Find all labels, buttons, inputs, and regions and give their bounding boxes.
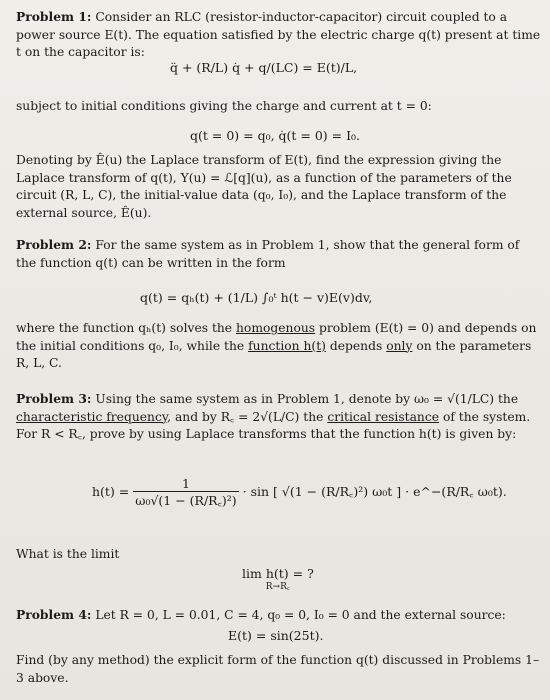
h-rest: · sin [ √(1 − (R/R꜀)²) ω₀t ] · e^−(R/R꜀ ω₀t).	[242, 484, 507, 499]
problem-1-text: Consider an RLC (resistor-inductor-capacitor) circuit coupled to a power source E(t). The equation satisfied by the electric charge q(t) present at time t on the capacitor is:	[16, 10, 541, 60]
problem-2-equation: q(t) = qₕ(t) + (1/L) ∫₀ᵗ h(t − v)E(v)dv,	[140, 290, 373, 305]
characteristic-frequency-term: characteristic frequency	[16, 409, 168, 424]
h-denominator: ω₀√(1 − (R/R꜀)²)	[135, 493, 237, 508]
problem-2-heading: Problem 2:	[16, 237, 92, 252]
problem-3-line-2: , and by R꜀ = 2√(L/C) the	[167, 409, 324, 424]
limit-subscript: R→R꜀	[265, 582, 290, 592]
homogenous-term: homogenous	[236, 321, 316, 335]
problem-4-text: Let R = 0, L = 0.01, C = 4, q₀ = 0, I₀ = 0 and the external source:	[95, 608, 506, 622]
limit-expression	[242, 566, 314, 592]
problem-4-source: E(t) = sin(25t).	[228, 628, 324, 643]
problem-3-line-2-end: of the system.	[442, 409, 531, 424]
problem-1-heading: Problem 1:	[16, 9, 92, 24]
critical-resistance-term: critical resistance	[327, 409, 440, 424]
problem-4-heading: Problem 4:	[16, 607, 92, 622]
problem-2-text: For the same system as in Problem 1, show that the general form of the function q(t) can be written in the form	[16, 238, 520, 270]
problem-1-task: Denoting by Ê(u) the Laplace transform of E(t), find the expression giving the Laplace transform of q(t), Y(u) = ℒ[q](u), as a function of the parameters of the circuit (R, L, C), the initial-value data (q₀, I₀), and the Laplace transform of the external source, Ê(u).	[16, 153, 512, 220]
h-numerator: 1	[133, 476, 238, 492]
problem-2-intro	[16, 236, 542, 272]
h-lhs: h(t) =	[92, 484, 130, 499]
problem-3-line-3: For R < R꜀, prove by using Laplace transforms that the function h(t) is given by:	[16, 427, 517, 442]
function-h-term: function h(t)	[248, 338, 326, 353]
problem-3-heading: Problem 3:	[16, 391, 92, 406]
problem-2-where: where the function qₕ(t) solves the	[16, 321, 233, 335]
limit-question: What is the limit	[16, 547, 120, 561]
problem-4-task: Find (by any method) the explicit form of the function q(t) discussed in Problems 1–3 above.	[16, 653, 540, 685]
problem-1-conditions-lead: subject to initial conditions giving the charge and current at t = 0:	[16, 99, 432, 113]
problem-4-intro	[16, 606, 542, 625]
problem-2-where-3: depends	[329, 338, 383, 353]
only-term: only	[386, 338, 413, 353]
h-fraction	[133, 476, 238, 509]
problem-1-equation: q̈ + (R/L) q̇ + q/(LC) = E(t)/L,	[170, 60, 358, 75]
problem-2-where-4: on the parameters R, L, C.	[16, 338, 532, 371]
h-formula	[92, 476, 507, 509]
problem-3-intro	[16, 390, 542, 444]
problem-2-explanation	[16, 320, 542, 373]
problem-1-intro	[16, 8, 542, 62]
problem-1-initial-conditions: q(t = 0) = q₀, q̇(t = 0) = I₀.	[190, 128, 361, 143]
limit-main: lim h(t) = ?	[242, 566, 314, 581]
problem-2-where-2: problem (E(t) = 0) and depends on the initial conditions q₀, I₀, while the	[16, 321, 537, 353]
problem-3-line-1: Using the same system as in Problem 1, denote by ω₀ = √(1/LC) the	[95, 392, 519, 406]
